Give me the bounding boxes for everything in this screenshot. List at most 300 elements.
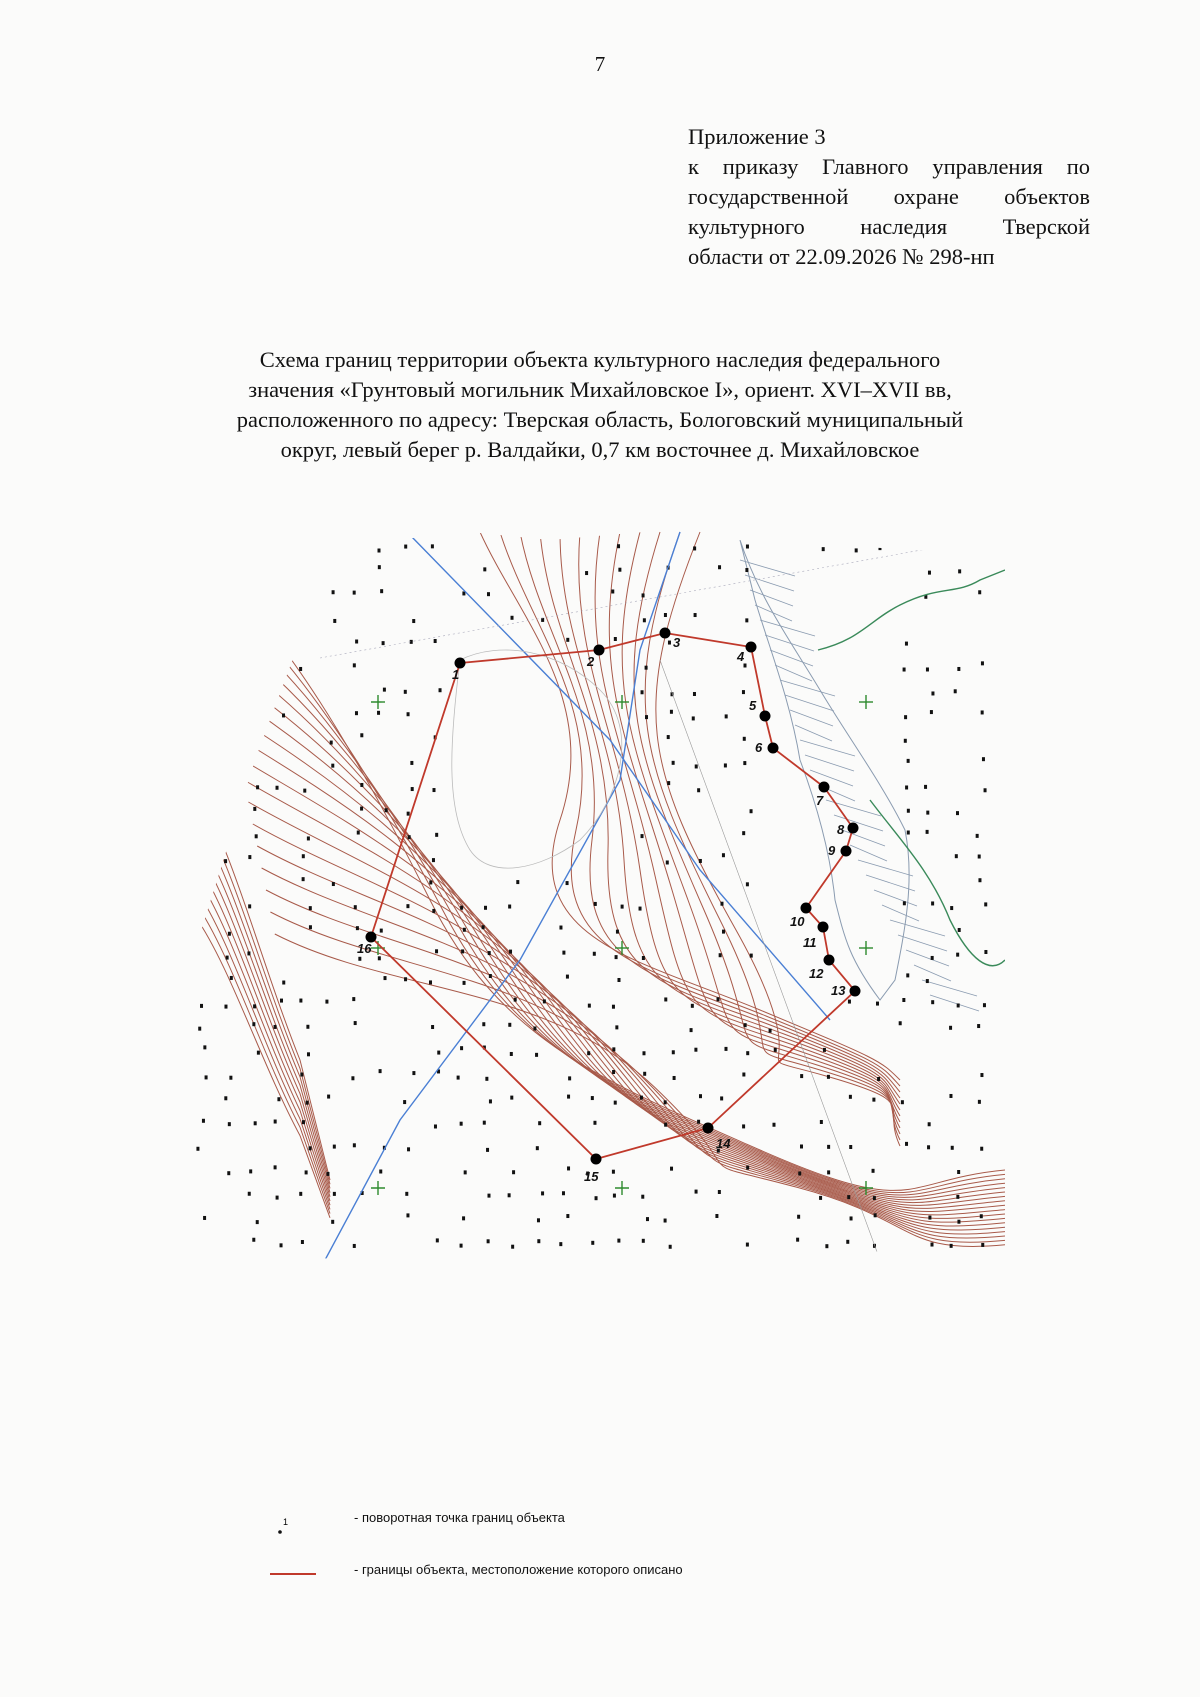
forest-dot xyxy=(594,902,597,906)
forest-dot xyxy=(431,544,434,548)
hatch-stroke xyxy=(810,770,853,786)
forest-dot xyxy=(205,686,208,690)
forest-dot xyxy=(697,788,700,792)
forest-dot xyxy=(196,716,199,720)
forest-dot xyxy=(746,1243,749,1247)
forest-dot xyxy=(725,714,728,718)
forest-dot xyxy=(224,812,227,816)
contour-line xyxy=(560,532,900,1104)
forest-dot xyxy=(820,1120,823,1124)
river-line xyxy=(818,570,1005,650)
forest-dot xyxy=(405,1192,408,1196)
forest-dot xyxy=(667,735,670,739)
forest-dot xyxy=(720,1096,723,1100)
contour-line xyxy=(226,692,1005,1205)
forest-dot xyxy=(305,1170,308,1174)
forest-dot xyxy=(330,741,333,745)
forest-dot xyxy=(355,639,358,643)
forest-dot xyxy=(926,667,929,671)
forest-dot xyxy=(360,733,363,737)
forest-dot xyxy=(196,1147,199,1151)
forest-dot xyxy=(567,1166,570,1170)
appendix-line: к приказу Главного управления по xyxy=(688,154,1090,179)
forest-dot xyxy=(408,835,411,839)
forest-dot xyxy=(280,999,283,1003)
lake-outline xyxy=(452,650,622,868)
forest-dot xyxy=(511,1245,514,1249)
forest-dot xyxy=(695,1190,698,1194)
forest-dot xyxy=(906,973,909,977)
forest-dot xyxy=(744,1023,747,1027)
forest-dot xyxy=(612,1170,615,1174)
forest-dot xyxy=(276,786,279,790)
forest-dot xyxy=(743,663,746,667)
page-number: 7 xyxy=(594,52,606,76)
forest-dot xyxy=(978,1100,981,1104)
forest-dot xyxy=(333,1145,336,1149)
forest-dot xyxy=(904,739,907,743)
forest-dot xyxy=(827,1145,830,1149)
point-symbol-icon xyxy=(270,1508,320,1538)
forest-dot xyxy=(516,880,519,884)
forest-dot xyxy=(800,1144,803,1148)
forest-dot xyxy=(434,1124,437,1128)
contour-line xyxy=(645,532,900,1140)
forest-dot xyxy=(332,882,335,886)
document-title xyxy=(150,345,1050,465)
forest-dot xyxy=(984,950,987,954)
turning-point-label: 16 xyxy=(357,941,372,956)
forest-dot xyxy=(256,785,259,789)
forest-dot xyxy=(956,811,959,815)
forest-dot xyxy=(255,834,258,838)
forest-dot xyxy=(230,976,233,980)
forest-dot xyxy=(226,572,229,576)
forest-dot xyxy=(717,997,720,1001)
turning-point-2 xyxy=(594,645,605,656)
forest-dot xyxy=(224,1096,227,1100)
forest-dot xyxy=(825,1244,828,1248)
forest-dot xyxy=(950,1244,953,1248)
forest-dot xyxy=(489,1099,492,1103)
grid-marker-icon xyxy=(859,695,873,709)
forest-dot xyxy=(559,1242,562,1246)
forest-dot xyxy=(823,1048,826,1052)
forest-dot xyxy=(205,1075,208,1079)
forest-dot xyxy=(617,1239,620,1243)
forest-dot xyxy=(199,905,202,909)
forest-dot xyxy=(302,877,305,881)
forest-dot xyxy=(742,690,745,694)
forest-dot xyxy=(664,1123,667,1127)
forest-dot xyxy=(642,1051,645,1055)
forest-dot xyxy=(378,956,381,960)
forest-dot xyxy=(978,590,981,594)
forest-dot xyxy=(931,956,934,960)
forest-dot xyxy=(927,1145,930,1149)
forest-dot xyxy=(693,546,696,550)
hatch-stroke xyxy=(850,845,887,861)
forest-dot xyxy=(588,1004,591,1008)
forest-dot xyxy=(282,713,285,717)
forest-dot xyxy=(403,1100,406,1104)
forest-dot xyxy=(612,1047,615,1051)
forest-dot xyxy=(199,566,202,570)
forest-dot xyxy=(874,1213,877,1217)
forest-dot xyxy=(591,1096,594,1100)
forest-dot xyxy=(407,1147,410,1151)
forest-dot xyxy=(719,953,722,957)
forest-dot xyxy=(377,711,380,715)
title-line: расположенного по адресу: Тверская область, Бологовский муниципальный xyxy=(236,407,964,432)
forest-dot xyxy=(585,571,588,575)
forest-dot xyxy=(247,951,250,955)
turning-point-label: 8 xyxy=(837,822,845,837)
forest-dot xyxy=(221,760,224,764)
forest-dot xyxy=(229,1076,232,1080)
forest-dot xyxy=(800,1074,803,1078)
forest-dot xyxy=(301,571,304,575)
forest-dot xyxy=(353,663,356,667)
forest-dot xyxy=(666,860,669,864)
forest-dot xyxy=(928,1122,931,1126)
forest-dot xyxy=(360,783,363,787)
turning-point-5 xyxy=(760,711,771,722)
forest-dot xyxy=(429,880,432,884)
forest-dot xyxy=(357,831,360,835)
forest-dot xyxy=(332,590,335,594)
forest-dot xyxy=(248,904,251,908)
forest-dot xyxy=(351,1076,354,1080)
forest-dot xyxy=(699,859,702,863)
forest-dot xyxy=(593,1121,596,1125)
forest-dot xyxy=(385,808,388,812)
forest-dot xyxy=(673,1076,676,1080)
forest-dot xyxy=(668,641,671,645)
forest-dot xyxy=(957,1170,960,1174)
forest-dot xyxy=(872,1098,875,1102)
forest-dot xyxy=(595,1196,598,1200)
hatch-stroke xyxy=(914,965,951,981)
contour-line xyxy=(244,780,1005,1218)
hatch-stroke xyxy=(890,920,945,936)
forest-dot xyxy=(221,711,224,715)
forest-dot xyxy=(198,1027,201,1031)
forest-dot xyxy=(274,1120,277,1124)
turning-point-14 xyxy=(703,1123,714,1134)
forest-dot xyxy=(254,621,257,625)
forest-dot xyxy=(903,668,906,672)
forest-dot xyxy=(695,764,698,768)
turning-point-label: 7 xyxy=(816,793,824,808)
forest-dot xyxy=(646,1217,649,1221)
forest-dot xyxy=(249,758,252,762)
hatch-stroke xyxy=(795,725,832,741)
forest-dot xyxy=(410,761,413,765)
hatch-stroke xyxy=(760,620,815,636)
forest-dot xyxy=(905,642,908,646)
forest-dot xyxy=(566,881,569,885)
forest-dot xyxy=(976,834,979,838)
forest-dot xyxy=(300,1073,303,1077)
turning-point-label: 15 xyxy=(584,1169,599,1184)
forest-dot xyxy=(720,902,723,906)
forest-dot xyxy=(306,1025,309,1029)
forest-dot xyxy=(559,926,562,930)
hatch-stroke xyxy=(785,695,834,711)
forest-dot xyxy=(849,1145,852,1149)
forest-dot xyxy=(257,1051,260,1055)
forest-dot xyxy=(406,904,409,908)
forest-dot xyxy=(199,853,202,857)
grid-marker-icon xyxy=(859,941,873,955)
forest-dot xyxy=(306,1101,309,1105)
forest-dot xyxy=(197,829,200,833)
forest-dot xyxy=(484,906,487,910)
forest-dot xyxy=(463,981,466,985)
forest-dot xyxy=(253,807,256,811)
forest-dot xyxy=(277,1097,280,1101)
hatch-stroke xyxy=(930,995,979,1011)
forest-dot xyxy=(509,950,512,954)
forest-dot xyxy=(248,548,251,552)
forest-dot xyxy=(980,1147,983,1151)
forest-dot xyxy=(746,882,749,886)
forest-dot xyxy=(379,1169,382,1173)
forest-dot xyxy=(460,1046,463,1050)
forest-dot xyxy=(774,1048,777,1052)
turning-point-3 xyxy=(660,628,671,639)
forest-dot xyxy=(615,955,618,959)
forest-dot xyxy=(248,855,251,859)
forest-dot xyxy=(354,905,357,909)
forest-dot xyxy=(227,1171,230,1175)
forest-dot xyxy=(224,859,227,863)
contour-line xyxy=(200,560,1005,1190)
forest-dot xyxy=(203,1045,206,1049)
forest-dot xyxy=(848,1000,851,1004)
forest-dot xyxy=(612,1005,615,1009)
contour-line xyxy=(209,604,1005,1195)
hatch-stroke xyxy=(800,740,855,756)
hatch-stroke xyxy=(858,860,913,876)
forest-dot xyxy=(307,836,310,840)
forest-dot xyxy=(487,1239,490,1243)
forest-dot xyxy=(930,1243,933,1247)
forest-dot xyxy=(926,830,929,834)
forest-dot xyxy=(487,1194,490,1198)
forest-dot xyxy=(464,1170,467,1174)
forest-dot xyxy=(616,930,619,934)
forest-dot xyxy=(252,566,255,570)
forest-dot xyxy=(301,1240,304,1244)
appendix-header xyxy=(688,122,1090,272)
forest-dot xyxy=(613,1194,616,1198)
title-line: округ, левый берег р. Валдайки, 0,7 км восточнее д. Михайловское xyxy=(280,437,920,462)
forest-dot xyxy=(299,1192,302,1196)
forest-dot xyxy=(512,1170,515,1174)
forest-dot xyxy=(743,761,746,765)
forest-dot xyxy=(926,979,929,983)
forest-dot xyxy=(822,547,825,551)
contour-line xyxy=(204,582,1005,1193)
forest-dot xyxy=(541,1191,544,1195)
forest-dot xyxy=(331,764,334,768)
forest-dot xyxy=(743,737,746,741)
forest-dot xyxy=(958,569,961,573)
forest-dot xyxy=(956,953,959,957)
legend-point-text: - поворотная точка границ объекта xyxy=(354,1510,565,1525)
forest-dot xyxy=(431,1025,434,1029)
forest-dot xyxy=(325,1000,328,1004)
hatch-stroke xyxy=(770,650,813,666)
forest-dot xyxy=(641,1195,644,1199)
forest-dot xyxy=(378,549,381,553)
forest-dot xyxy=(460,1122,463,1126)
forest-dot xyxy=(333,619,336,623)
forest-dot xyxy=(611,589,614,593)
contour-line xyxy=(218,648,1005,1200)
forest-dot xyxy=(252,1238,255,1242)
turning-point-9 xyxy=(841,846,852,857)
forest-dot xyxy=(435,949,438,953)
forest-dot xyxy=(198,739,201,743)
turning-point-label: 9 xyxy=(828,843,836,858)
forest-dot xyxy=(226,956,229,960)
turning-point-label: 4 xyxy=(737,649,745,664)
forest-dot xyxy=(353,1244,356,1248)
forest-dot xyxy=(642,593,645,597)
turning-point-label: 5 xyxy=(749,698,757,713)
forest-dot xyxy=(231,784,234,788)
forest-dot xyxy=(277,543,280,547)
forest-dot xyxy=(901,1100,904,1104)
forest-dot xyxy=(326,1172,329,1176)
forest-dot xyxy=(429,980,432,984)
forest-dot xyxy=(228,932,231,936)
forest-dot xyxy=(223,545,226,549)
forest-dot xyxy=(643,618,646,622)
forest-dot xyxy=(566,975,569,979)
forest-dot xyxy=(356,926,359,930)
forest-dot xyxy=(435,833,438,837)
forest-dot xyxy=(274,1165,277,1169)
forest-dot xyxy=(537,1218,540,1222)
forest-dot xyxy=(643,1072,646,1076)
forest-dot xyxy=(905,1142,908,1146)
forest-dot xyxy=(904,715,907,719)
forest-dot xyxy=(306,542,309,546)
forest-dot xyxy=(796,1238,799,1242)
forest-dot xyxy=(931,1000,934,1004)
forest-dot xyxy=(750,954,753,958)
forest-dot xyxy=(640,1096,643,1100)
forest-dot xyxy=(975,544,978,548)
forest-dot xyxy=(404,545,407,549)
forest-dot xyxy=(543,999,546,1003)
forest-dot xyxy=(591,1241,594,1245)
forest-dot xyxy=(876,1002,879,1006)
forest-dot xyxy=(951,1146,954,1150)
forest-dot xyxy=(508,1023,511,1027)
forest-dot xyxy=(327,1095,330,1099)
forest-dot xyxy=(378,565,381,569)
forest-dot xyxy=(354,1021,357,1025)
title-line: Схема границ территории объекта культурного наследия федерального xyxy=(259,347,941,372)
forest-dot xyxy=(485,1077,488,1081)
hatch-stroke xyxy=(780,680,835,696)
forest-dot xyxy=(772,1123,775,1127)
forest-dot xyxy=(404,977,407,981)
forest-dot xyxy=(877,1077,880,1081)
forest-dot xyxy=(614,637,617,641)
forest-dot xyxy=(694,1048,697,1052)
forest-dot xyxy=(353,591,356,595)
forest-dot xyxy=(514,998,517,1002)
forest-dot xyxy=(718,1190,721,1194)
forest-dot xyxy=(978,855,981,859)
forest-dot xyxy=(380,589,383,593)
contour-lines xyxy=(195,532,1005,1247)
forest-dot xyxy=(489,974,492,978)
forest-dot xyxy=(432,858,435,862)
forest-dot xyxy=(742,1124,745,1128)
forest-dot xyxy=(724,1047,727,1051)
forest-dot xyxy=(510,1096,513,1100)
forest-dot xyxy=(508,905,511,909)
forest-dot xyxy=(928,1216,931,1220)
turning-point-label: 6 xyxy=(755,740,763,755)
forest-dot xyxy=(196,597,199,601)
forest-dot xyxy=(437,1051,440,1055)
hatched-area xyxy=(740,540,979,1011)
forest-dot xyxy=(228,1122,231,1126)
forest-dot xyxy=(849,1095,852,1099)
forest-dot xyxy=(670,710,673,714)
forest-dot xyxy=(672,761,675,765)
forest-dot xyxy=(746,1166,749,1170)
grid-line xyxy=(320,535,1005,658)
forest-dot xyxy=(302,854,305,858)
boundary-map xyxy=(195,525,1005,1265)
forest-dot xyxy=(797,1215,800,1219)
forest-dot xyxy=(274,1025,277,1029)
forest-dot xyxy=(981,661,984,665)
forest-dot xyxy=(641,690,644,694)
forest-dot xyxy=(511,616,514,620)
forest-dot xyxy=(872,1169,875,1173)
forest-dot xyxy=(533,1026,536,1030)
forest-dot xyxy=(798,1171,801,1175)
forest-dot xyxy=(949,1026,952,1030)
forest-dot xyxy=(382,641,385,645)
forest-dot xyxy=(621,905,624,909)
forest-dot xyxy=(411,787,414,791)
forest-dot xyxy=(461,949,464,953)
contour-line xyxy=(248,802,1005,1222)
forest-dot xyxy=(309,1146,312,1150)
forest-dot xyxy=(746,545,749,549)
forest-dot xyxy=(508,1193,511,1197)
forest-dot xyxy=(931,691,934,695)
forest-dot xyxy=(593,952,596,956)
hatch-stroke xyxy=(882,905,919,921)
forest-dot xyxy=(907,809,910,813)
forest-dot xyxy=(276,616,279,620)
turning-point-label: 10 xyxy=(790,914,805,929)
forest-dot xyxy=(203,1216,206,1220)
forest-dot xyxy=(537,1239,540,1243)
